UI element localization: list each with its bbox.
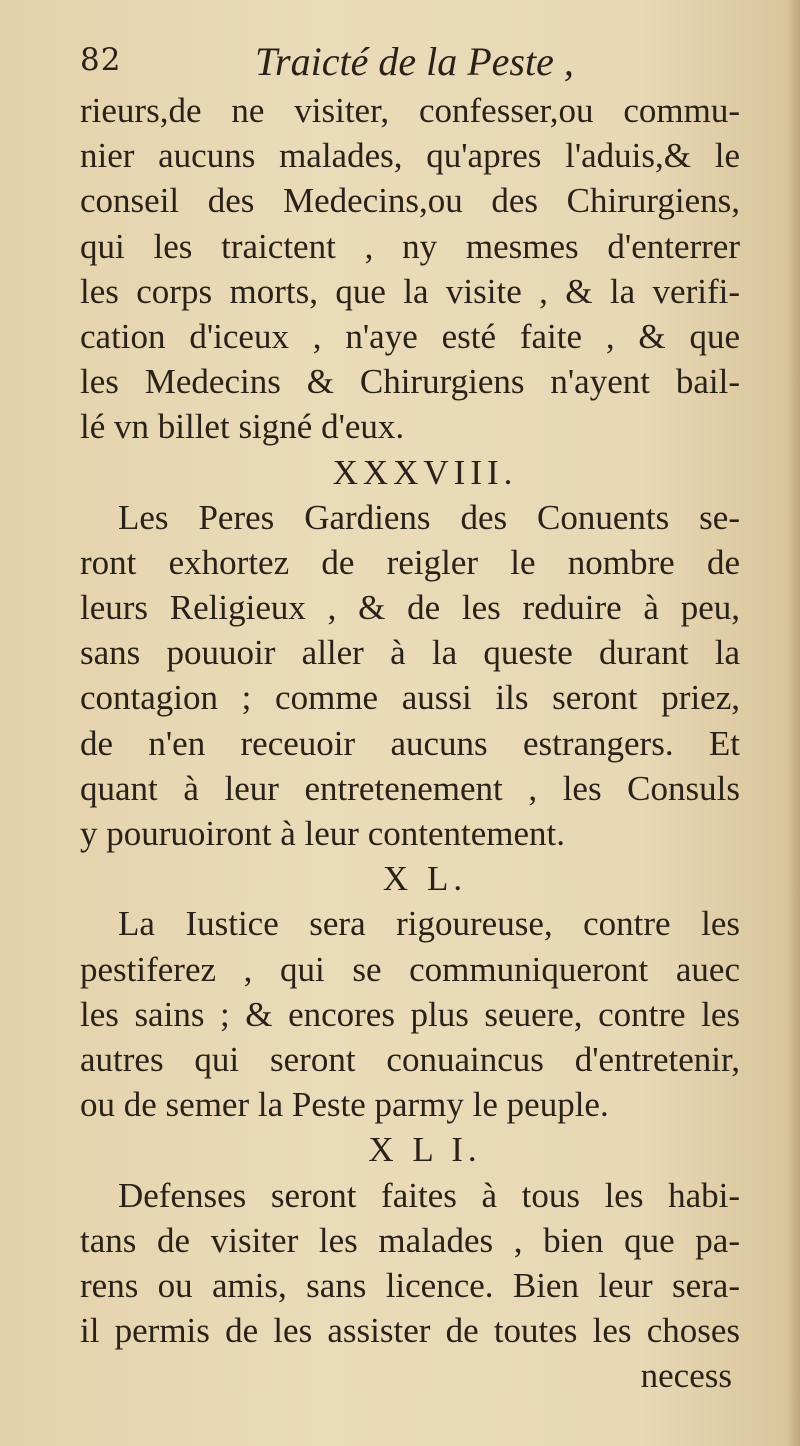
running-title: Traicté de la Peste , (255, 39, 574, 84)
text-line: La Iustice sera rigoureuse, contre les (118, 904, 740, 944)
text-line: ront exhortez de reigler le nombre de (80, 542, 740, 582)
text-line: contagion ; comme aussi ils seront priez, (80, 678, 740, 718)
text-line: tans de visiter les malades , bien que pa- (80, 1220, 740, 1260)
text-line: quant à leur entretenement , les Consuls (80, 768, 740, 808)
text-line: conseil des Medecins,ou des Chirurgiens, (80, 181, 740, 221)
text-line: leurs Religieux , & de les reduire à peu, (80, 588, 740, 628)
text-line: les sains ; & encores plus seuere, contre les (80, 994, 740, 1034)
running-head (80, 38, 740, 88)
text-line: pestiferez , qui se communiqueront auec (80, 949, 740, 989)
text-line: qui les traictent , ny mesmes d'enterrer (80, 226, 740, 266)
text-line: sans pouuoir aller à la queste durant la (80, 633, 740, 673)
text-line: de n'en receuoir aucuns estrangers. Et (80, 723, 740, 763)
text-line: cation d'iceux , n'aye esté faite , & que (80, 316, 740, 356)
text-line: ou de semer la Peste parmy le peuple. (80, 1085, 609, 1125)
article-heading: XXXVIII. (332, 452, 518, 492)
text-line: les Medecins & Chirurgiens n'ayent bail- (80, 362, 740, 402)
text-line: les corps morts, que la visite , & la verifi- (80, 271, 740, 311)
text-line: autres qui seront conuaincus d'entretenir, (80, 1039, 740, 1079)
text-line: nier aucuns malades, qu'apres l'aduis,& le (80, 136, 740, 176)
text-line: il permis de les assister de toutes les choses (80, 1311, 740, 1351)
text-line: rens ou amis, sans licence. Bien leur sera- (80, 1265, 740, 1305)
text-line: Les Peres Gardiens des Conuents se- (118, 497, 740, 537)
text-line: Defenses seront faites à tous les habi- (118, 1175, 740, 1215)
text-line: rieurs,de ne visiter, confesser,ou commu- (80, 91, 740, 130)
article-heading: X L I. (368, 1130, 482, 1170)
body-text (80, 88, 740, 1398)
text-line: lé vn billet signé d'eux. (80, 407, 405, 447)
text-line: y pouruoiront à leur contentement. (80, 814, 565, 853)
catchword: necess (640, 1356, 732, 1396)
page-number: 82 (80, 42, 122, 78)
article-heading: X L. (382, 859, 468, 899)
